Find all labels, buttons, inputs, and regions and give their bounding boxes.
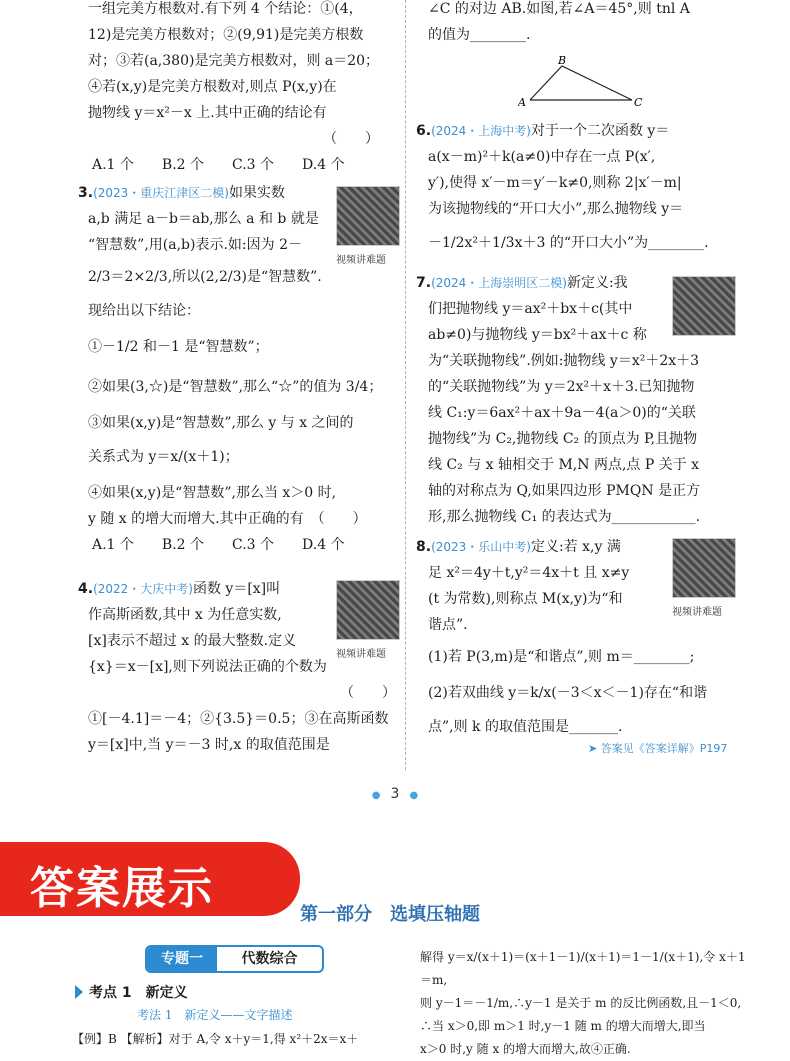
q4-line-6: ①[－4.1]＝－4；②{3.5}＝0.5；③在高斯函数	[88, 711, 389, 727]
q6-source: (2024・上海中考)	[431, 124, 531, 138]
q2-line-3: 对；③若(a,380)是完美方根数对，则 a＝20；	[88, 53, 380, 69]
q3-line-4: 2/3＝2×2/3,所以(2,2/3)是“智慧数”.	[88, 269, 322, 285]
triangle-figure	[518, 56, 648, 110]
q8-line-5: (1)若 P(3,m)是“和谐点”,则 m＝________;	[428, 649, 695, 665]
q8-video-caption: 视频讲难题	[672, 607, 722, 618]
q3-line-3: “智慧数”,用(a,b)表示.如:因为 2－	[88, 237, 302, 253]
q3-line-2: a,b 满足 a－b＝ab,那么 a 和 b 就是	[88, 211, 319, 227]
page-number-value: 3	[390, 786, 400, 802]
topic-header	[145, 945, 324, 973]
q7-line-10: 形,那么抛物线 C₁ 的表达式为____________.	[428, 509, 701, 525]
q6-line-1: 对于一个二次函数 y＝	[530, 123, 670, 139]
answer-right-column	[420, 946, 750, 1061]
q8-line-1: 定义:若 x,y 满	[530, 539, 621, 555]
q6-line-3: y′),使得 x′－m＝y′－k≠0,则称 2|x′－m|	[428, 175, 682, 191]
vertex-c-label: C	[634, 96, 643, 109]
q7-source: (2024・上海崇明区二模)	[431, 276, 567, 290]
q2-line-4: ④若(x,y)是完美方根数对,则点 P(x,y)在	[88, 79, 337, 95]
part-title: 第一部分 选填压轴题	[300, 904, 480, 925]
banner-label: 答案展示	[30, 863, 214, 914]
q7-line-9: 轴的对称点为 Q,如果四边形 PMQN 是正方	[428, 483, 701, 499]
q4-source: (2022・大庆中考)	[93, 582, 193, 596]
q8-number: 8.	[416, 539, 432, 555]
q2-options: A.1 个 B.2 个 C.3 个 D.4 个	[92, 157, 345, 173]
q6-line-5: －1/2x²＋1/3x＋3 的“开口大小”为________.	[428, 235, 709, 251]
q8-line-7: 点”,则 k 的取值范围是_______.	[428, 719, 623, 735]
q7-line-7: 抛物线”为 C₂,抛物线 C₂ 的顶点为 P,且抛物	[428, 431, 698, 447]
q6-line-2: a(x－m)²＋k(a≠0)中存在一点 P(x′,	[428, 149, 656, 165]
answer-line-3: ∴当 x＞0,即 m＞1 时,y－1 随 m 的增大而增大,即当	[420, 1019, 706, 1033]
answer-display-banner	[0, 842, 300, 916]
answer-line-1: 解得 y＝x/(x＋1)＝(x＋1－1)/(x＋1)＝1－1/(x＋1),令 x＋1＝m,	[420, 950, 746, 987]
q5-line-1: ∠C 的对边 AB.如图,若∠A＝45°,则 tnl A	[428, 1, 690, 17]
q4-number: 4.	[78, 581, 94, 597]
q7-line-8: 线 C₂ 与 x 轴相交于 M,N 两点,点 P 关于 x	[428, 457, 700, 473]
q6-line-4: 为该抛物线的“开口大小”,那么抛物线 y＝	[428, 201, 684, 217]
q8-line-6: (2)若双曲线 y＝k/x(－3＜x＜－1)存在“和谐	[428, 685, 708, 701]
example-solution-line: 【例】B 【解析】对于 A,令 x＋y＝1,得 x²＋2x＝x＋	[72, 1032, 359, 1046]
q3-source: (2023・重庆江津区二模)	[93, 186, 229, 200]
q4-video-caption: 视频讲难题	[336, 649, 386, 660]
q4-line-4: {x}＝x－[x],则下列说法正确的个数为	[88, 659, 327, 675]
q7-line-4: 为“关联抛物线”.例如:抛物线 y＝x²＋2x＋3	[428, 353, 700, 369]
topic-name: 代数综合	[241, 951, 298, 967]
q4-line-2: 作高斯函数,其中 x 为任意实数,	[88, 607, 282, 623]
q8-line-2: 足 x²＝4y＋t,y²＝4x＋t 且 x≠y	[428, 565, 630, 581]
q7-line-6: 线 C₁:y＝6ax²＋ax＋9a－4(a＞0)的“关联	[428, 405, 696, 421]
vertex-a-label: A	[518, 96, 526, 109]
q3-line-1: 如果实数	[228, 185, 285, 201]
method-subtitle: 考法 1 新定义——文字描述	[137, 1008, 293, 1022]
q7-line-5: 的“关联抛物线”为 y＝2x²＋x＋3.已知抛物	[428, 379, 695, 395]
q3-line-10: ④如果(x,y)是“智慧数”,那么当 x＞0 时,	[88, 485, 337, 501]
q3-video-caption: 视频讲难题	[336, 255, 386, 266]
answer-line-2: 则 y－1＝－1/m,∴y－1 是关于 m 的反比例函数,且－1＜0,	[420, 996, 742, 1010]
q4-line-7: y＝[x]中,当 y＝－3 时,x 的取值范围是	[88, 737, 330, 753]
q7-line-2: 们把抛物线 y＝ax²＋bx＋c(其中	[428, 301, 633, 317]
q8-line-4: 谐点”.	[428, 617, 468, 633]
q2-line-5: 抛物线 y＝x²－x 上.其中正确的结论有	[88, 105, 327, 121]
q2-line-2: 12)是完美方根数对；②(9,91)是完美方根数	[88, 27, 364, 43]
vertex-b-label: B	[558, 56, 567, 67]
q8-source: (2023・乐山中考)	[431, 540, 531, 554]
q8-line-3: (t 为常数),则称点 M(x,y)为“和	[428, 591, 623, 607]
q3-line-9: 关系式为 y＝x/(x＋1)；	[88, 449, 239, 465]
q3-line-6: ①－1/2 和－1 是“智慧数”；	[88, 339, 269, 355]
q3-line-5: 现给出以下结论：	[88, 303, 200, 319]
column-divider	[405, 0, 406, 770]
q7-line-1: 新定义:我	[566, 275, 628, 291]
page-number: ● 3 ●	[371, 786, 419, 802]
q7-line-3: ab≠0)与抛物线 y＝bx²＋ax＋c 称	[428, 327, 647, 343]
q3-options: A.1 个 B.2 个 C.3 个 D.4 个	[92, 537, 345, 553]
q3-qr-code[interactable]	[336, 186, 400, 246]
q7-qr-code[interactable]	[672, 276, 736, 336]
q2-answer-paren: （ ）	[323, 131, 380, 147]
q4-line-3: [x]表示不超过 x 的最大整数.定义	[88, 633, 297, 649]
q3-line-7: ②如果(3,☆)是“智慧数”,那么“☆”的值为 3/4；	[88, 379, 383, 395]
q4-qr-code[interactable]	[336, 580, 400, 640]
topic-tag: 专题一	[147, 947, 217, 971]
knowledge-point-title: 考点 1 新定义	[75, 982, 188, 1002]
q3-number: 3.	[78, 185, 94, 201]
q6-number: 6.	[416, 123, 432, 139]
q7-number: 7.	[416, 275, 432, 291]
q2-line-1: 一组完美方根数对.有下列 4 个结论：①(4，	[88, 1, 363, 17]
q4-answer-paren: （ ）	[340, 685, 396, 701]
answer-reference[interactable]: ➤ 答案见《答案详解》P197	[588, 742, 728, 755]
q5-line-2: 的值为________.	[428, 27, 531, 43]
q3-line-11: y 随 x 的增大而增大.其中正确的有 （ ）	[88, 511, 367, 527]
answer-line-4: x＞0 时,y 随 x 的增大而增大,故④正确.	[420, 1042, 631, 1056]
q8-qr-code[interactable]	[672, 538, 736, 598]
q4-line-1: 函数 y＝[x]叫	[192, 581, 281, 597]
q3-line-8: ③如果(x,y)是“智慧数”,那么 y 与 x 之间的	[88, 415, 354, 431]
